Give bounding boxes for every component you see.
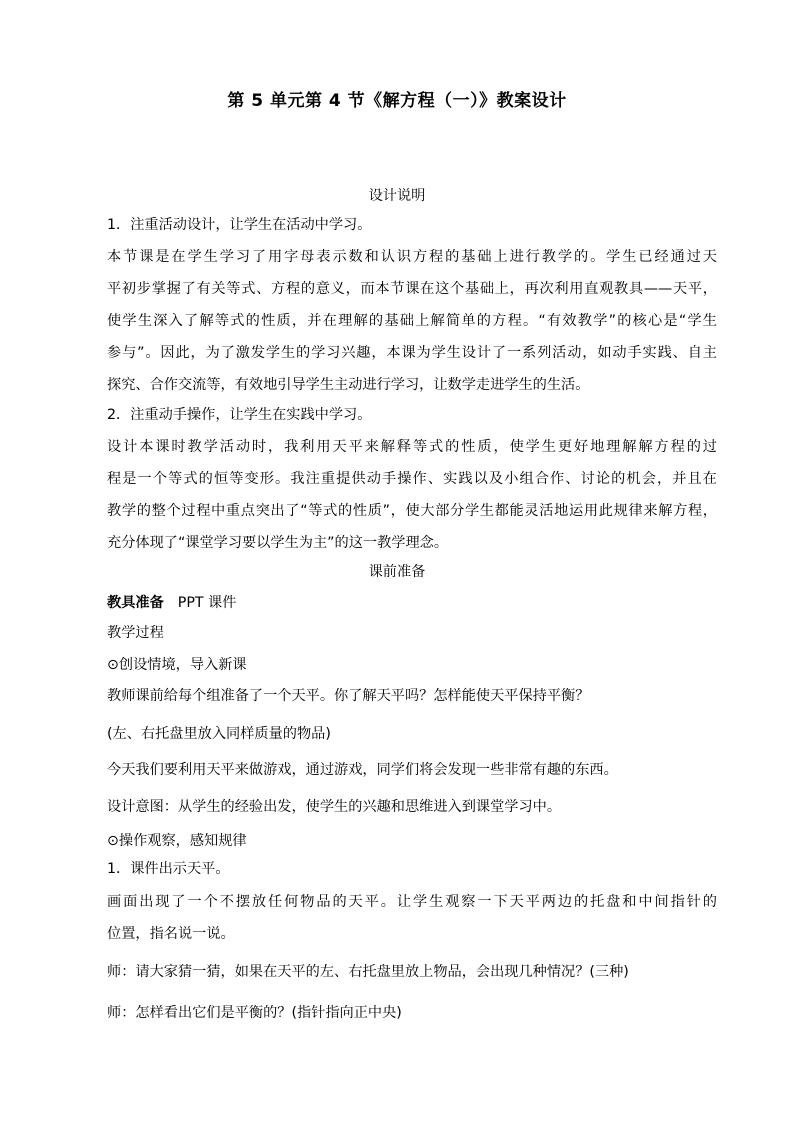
- step1-text: 今天我们要利用天平来做游戏，通过游戏，同学们将会发现一些非常有趣的东西。: [107, 762, 618, 778]
- design-point-1-line: 使学生深入了解等式的性质，并在理解的基础上解简单的方程。“有效教学”的核心是“学生: [107, 313, 717, 329]
- design-point-1-heading: 1．注重活动设计，让学生在活动中学习。: [107, 217, 372, 233]
- design-point-1-line: 探究、合作交流等，有效地引导学生主动进行学习，让数学走进学生的生活。: [107, 377, 590, 393]
- design-point-1-line: 参与”。因此，为了激发学生的学习兴趣，本课为学生设计了一系列活动，如动手实践、自主: [107, 345, 717, 361]
- design-point-2-line: 程是一个等式的恒等变形。我注重提供动手操作、实践以及小组合作、讨论的机会，并且在: [107, 471, 717, 487]
- teacher-question: 师：怎样看出它们是平衡的？(指针指向正中央): [107, 1005, 402, 1021]
- step2-text: 画面出现了一个不摆放任何物品的天平。让学生观察一下天平两边的托盘和中间指针的: [107, 894, 717, 910]
- step2-heading: ⊙操作观察，感知规律: [107, 833, 247, 849]
- step1-text: (左、右托盘里放入同样质量的物品): [107, 726, 331, 742]
- step1-heading: ⊙创设情境，导入新课: [107, 657, 247, 673]
- prep-row: [107, 593, 236, 613]
- design-point-1-line: 平初步掌握了有关等式、方程的意义，而本节课在这个基础上，再次利用直观教具——天平，: [107, 281, 717, 297]
- section-heading-prep: 课前准备: [368, 564, 426, 580]
- design-intent: 设计意图：从学生的经验出发，使学生的兴趣和思维进入到课堂学习中。: [107, 799, 562, 815]
- document-title: 第 5 单元第 4 节《解方程（一）》教案设计: [227, 91, 567, 111]
- step2-text: 位置，指名说一说。: [107, 926, 235, 942]
- design-point-2-line: 设计本课时教学活动时，我利用天平来解释等式的性质，使学生更好地理解解方程的过: [107, 439, 717, 455]
- design-point-2-line: 教学的整个过程中重点突出了“等式的性质”，使大部分学生都能灵活地运用此规律来解方程，: [107, 503, 717, 519]
- teacher-question: 师：请大家猜一猜，如果在天平的左、右托盘里放上物品，会出现几种情况？(三种): [107, 964, 629, 980]
- prep-label: 教具准备: [107, 595, 164, 611]
- process-heading: 教学过程: [107, 625, 164, 641]
- step1-text: 教师课前给每个组准备了一个天平。你了解天平吗？怎样能使天平保持平衡？: [107, 688, 590, 704]
- section-heading-design: 设计说明: [368, 188, 426, 204]
- design-point-1-line: 本节课是在学生学习了用字母表示数和认识方程的基础上进行教学的。学生已经通过天: [107, 249, 717, 265]
- design-point-2-heading: 2．注重动手操作，让学生在实践中学习。: [107, 407, 372, 423]
- step2-item: 1．课件出示天平。: [107, 861, 230, 877]
- prep-value: PPT 课件: [177, 595, 237, 611]
- design-point-2-line: 充分体现了“课堂学习要以学生为主”的这一教学理念。: [107, 535, 449, 551]
